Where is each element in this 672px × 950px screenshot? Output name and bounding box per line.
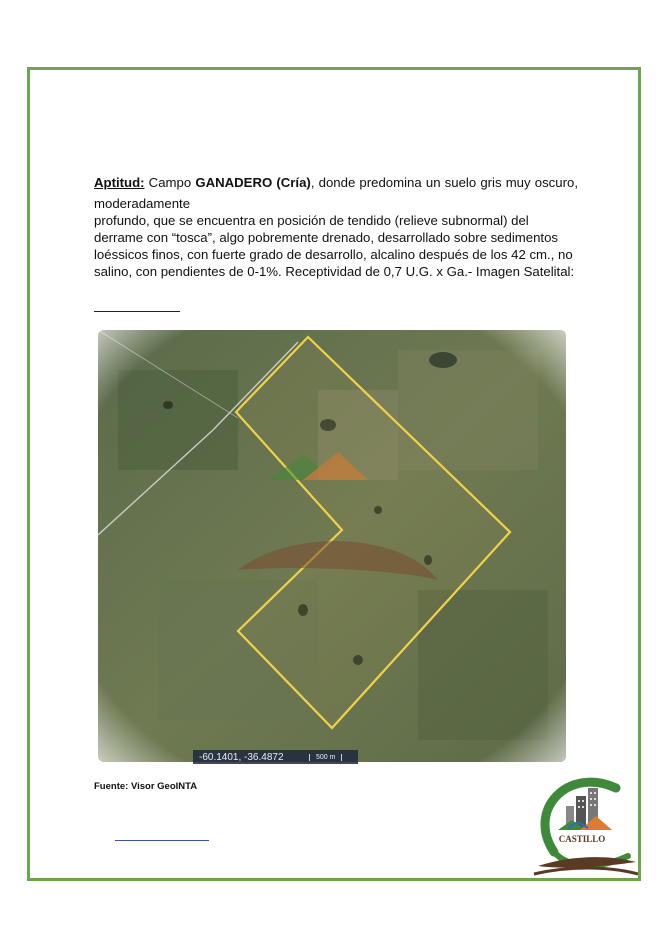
source-caption: Fuente: Visor GeoINTA	[94, 781, 198, 792]
map-scale: 500 m	[309, 754, 342, 761]
map-scalebar	[193, 750, 358, 764]
satellite-image	[98, 330, 566, 762]
body-text: moderadamente profundo, que se encuentra en posición de tendido (relieve subnormal) del derrame con “tosca”, algo pobremente drenado, desarrollado sobre sedimentos loéssicos finos, con fuerte grado de desarrollo, alcalino después de los 42 cm., no salino, con pendientes de 0-1%. Receptividad de 0,7 U.G. x Ga.- Imagen Satelital:	[94, 196, 575, 279]
castillo-logo-graphic	[528, 770, 640, 880]
ganadero-text: GANADERO (Cría)	[195, 175, 311, 190]
first-line-rest: , donde predomina un suelo gris muy oscuro,	[310, 175, 578, 190]
map-coordinates: -60.1401, -36.4872	[199, 751, 284, 763]
castillo-logo	[528, 770, 640, 880]
footnote-line	[115, 840, 209, 841]
logo-text: CASTILLO	[558, 834, 606, 844]
aptitude-paragraph	[94, 174, 578, 280]
first-line	[94, 174, 578, 191]
separator-line	[94, 311, 180, 312]
aptitud-label: Aptitud:	[94, 175, 145, 190]
satellite-map	[98, 330, 566, 762]
campo-text: Campo	[144, 175, 196, 190]
